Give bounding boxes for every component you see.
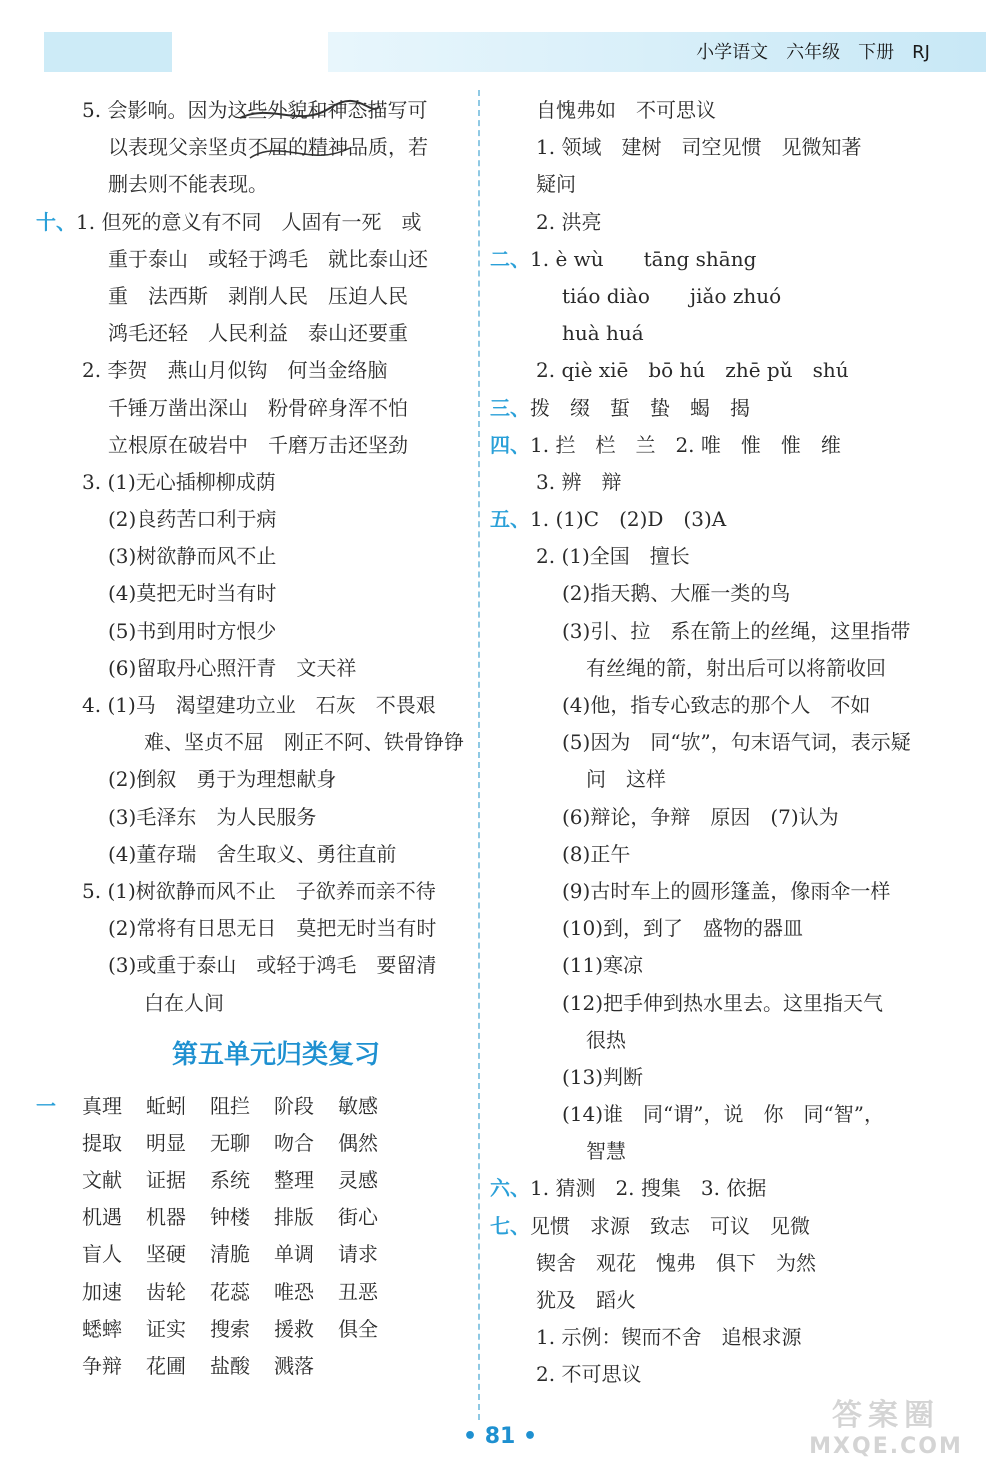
vocab-word: 排版 xyxy=(274,1205,314,1230)
answer-text: 4. (1)马 渴望建功立业 石灰 不畏艰 xyxy=(82,693,436,717)
answer-text: 2. (1)全国 擅长 xyxy=(536,544,690,569)
vocab-word: 证据 xyxy=(146,1168,186,1193)
answer-text: 2. 不可思议 xyxy=(536,1362,642,1387)
vocab-row xyxy=(36,1311,476,1348)
watermark-logo xyxy=(786,1390,986,1459)
right-column xyxy=(490,92,990,1394)
answer-text: 1. 示例：锲而不舍 追根求源 xyxy=(536,1325,802,1350)
vocab-word: 敏感 xyxy=(338,1093,378,1118)
right-answer-line xyxy=(490,836,990,873)
right-answer-line xyxy=(490,650,990,687)
vocab-grid xyxy=(36,1088,476,1386)
vocab-row xyxy=(36,1199,476,1236)
answer-text: 见惯 求源 致志 可议 见微 xyxy=(530,1213,810,1238)
right-answer-line xyxy=(490,613,990,650)
right-answer-line xyxy=(490,1059,990,1096)
answer-text: (5)因为 同“欤”，句末语气词，表示疑 xyxy=(562,730,911,755)
right-answer-line xyxy=(490,427,990,464)
right-answer-line xyxy=(490,910,990,947)
right-answer-line xyxy=(490,166,990,203)
answer-text: 鸿毛还轻 人民利益 泰山还要重 xyxy=(108,321,408,346)
vocab-word: 坚硬 xyxy=(146,1242,186,1267)
answer-text: (8)正午 xyxy=(562,841,631,866)
answer-text: 千锤万凿出深山 粉骨碎身浑不怕 xyxy=(108,395,408,420)
right-answer-line xyxy=(490,687,990,724)
left-answer-line xyxy=(36,575,476,612)
answer-text: (4)莫把无时当有时 xyxy=(108,581,277,606)
left-answer-line xyxy=(36,985,476,1022)
answer-text: 1. 领域 建树 司空见惯 见微知著 xyxy=(536,135,862,160)
vocab-word: 争辩 xyxy=(82,1354,122,1378)
left-answer-line xyxy=(36,315,476,352)
left-answer-line xyxy=(36,836,476,873)
left-answer-line xyxy=(36,278,476,315)
page-number: • 81 • xyxy=(462,1424,538,1449)
vocab-word: 明显 xyxy=(146,1130,186,1155)
answer-text: 1. 拦 栏 兰 2. 唯 惟 惟 维 xyxy=(530,432,841,457)
answer-text: (4)他，指专心致志的那个人 不如 xyxy=(562,693,871,717)
answer-text: (10)到，到了 盛物的器皿 xyxy=(562,916,804,941)
answer-text: 1. 猜测 2. 搜集 3. 依据 xyxy=(530,1176,767,1201)
answer-text: tiáo diào jiǎo zhuó xyxy=(562,283,782,308)
answer-text: (6)辩论，争辩 原因 (7)认为 xyxy=(562,804,839,829)
left-answer-line xyxy=(36,873,476,910)
vocab-word: 阶段 xyxy=(274,1093,314,1118)
question-marker: 十、 xyxy=(36,209,76,234)
vocab-word: 俱全 xyxy=(338,1316,378,1341)
question-marker: 四、 xyxy=(490,432,530,457)
left-column xyxy=(36,92,476,1385)
vocab-word: 盐酸 xyxy=(210,1354,250,1378)
answer-text: (3)引、拉 系在箭上的丝绳，这里指带 xyxy=(562,618,911,643)
answer-text: 3. 辨 辩 xyxy=(536,469,622,494)
answer-text: (12)把手伸到热水里去。这里指天气 xyxy=(562,990,884,1015)
left-answer-line xyxy=(36,352,476,389)
vocab-row xyxy=(36,1125,476,1162)
answer-text: 3. (1)无心插柳柳成荫 xyxy=(82,469,276,494)
answer-text: (2)良药苦口利于病 xyxy=(108,507,277,532)
answer-text: 2. qiè xiē bō hú zhē pǔ shú xyxy=(536,358,849,383)
left-answer-line xyxy=(36,501,476,538)
right-answer-line xyxy=(490,1319,990,1356)
answer-text: 难、坚贞不屈 刚正不阿、铁骨铮铮 xyxy=(144,730,464,755)
left-answer-lines xyxy=(36,92,476,1022)
left-answer-line xyxy=(36,799,476,836)
vocab-word: 钟楼 xyxy=(210,1205,250,1230)
right-answer-line xyxy=(490,799,990,836)
answer-text: (3)毛泽东 为人民服务 xyxy=(108,804,317,829)
answer-text: (3)或重于泰山 或轻于鸿毛 要留清 xyxy=(108,953,437,978)
answer-text: (2)指天鹅、大雁一类的鸟 xyxy=(562,581,791,606)
answer-text: (11)寒凉 xyxy=(562,953,644,978)
right-answer-line xyxy=(490,724,990,761)
vocab-word: 丑恶 xyxy=(338,1279,378,1304)
left-answer-line xyxy=(36,947,476,984)
vocab-word: 援救 xyxy=(274,1316,314,1341)
answer-text: 锲舍 观花 愧弗 俱下 为然 xyxy=(536,1250,816,1275)
vocab-word: 齿轮 xyxy=(146,1279,186,1304)
answer-text: 立根原在破岩中 千磨万击还坚劲 xyxy=(108,432,408,457)
left-answer-line xyxy=(36,464,476,501)
right-answer-line xyxy=(490,129,990,166)
vocab-word: 无聊 xyxy=(210,1130,250,1155)
vocab-word: 证实 xyxy=(146,1316,186,1341)
header-title: 小学语文 六年级 下册 RJ xyxy=(696,42,930,63)
right-answer-line xyxy=(490,1133,990,1170)
handwriting-scribble xyxy=(230,98,390,188)
question-marker: 一 xyxy=(36,1093,56,1118)
vocab-word: 偶然 xyxy=(338,1130,378,1155)
answer-text: 拨 缀 蜇 蛰 蝎 揭 xyxy=(530,395,750,420)
vocab-word: 提取 xyxy=(82,1130,122,1155)
question-marker: 三、 xyxy=(490,395,530,420)
left-answer-line xyxy=(36,724,476,761)
question-marker: 二、 xyxy=(490,246,530,271)
right-answer-line xyxy=(490,278,990,315)
answer-text: 以表现父亲坚贞不屈的精神品质，若 xyxy=(108,135,428,160)
answer-text: (3)树欲静而风不止 xyxy=(108,544,277,569)
left-answer-line xyxy=(36,761,476,798)
right-answer-line xyxy=(490,352,990,389)
question-marker: 五、 xyxy=(490,507,530,532)
answer-text: 有丝绳的箭，射出后可以将箭收回 xyxy=(586,655,886,680)
vocab-row xyxy=(36,1088,476,1125)
answer-text: 2. 李贺 燕山月似钩 何当金络脑 xyxy=(82,358,388,383)
watermark-top: 答案圈 xyxy=(832,1398,940,1433)
vocab-word: 阻拦 xyxy=(210,1093,250,1118)
vocab-word: 花圃 xyxy=(146,1354,186,1378)
answer-text: 问 这样 xyxy=(586,767,666,792)
right-answer-line xyxy=(490,1170,990,1207)
answer-text: (4)董存瑞 舍生取义、勇往直前 xyxy=(108,841,397,866)
question-marker: 六、 xyxy=(490,1176,530,1201)
right-answer-line xyxy=(490,1356,990,1393)
answer-text: 白在人间 xyxy=(144,990,224,1015)
vocab-word: 街心 xyxy=(338,1205,378,1230)
answer-text: (5)书到用时方恨少 xyxy=(108,618,277,643)
vocab-word: 盲人 xyxy=(82,1242,122,1267)
vocab-row xyxy=(36,1348,476,1385)
answer-text: 删去则不能表现。 xyxy=(108,172,268,197)
vocab-row xyxy=(36,1274,476,1311)
question-marker: 七、 xyxy=(490,1213,530,1238)
right-answer-line xyxy=(490,204,990,241)
left-answer-line xyxy=(36,613,476,650)
vocab-word: 整理 xyxy=(274,1168,314,1193)
answer-text: 重 法西斯 剥削人民 压迫人民 xyxy=(108,283,408,308)
right-answer-lines xyxy=(490,92,990,1394)
right-answer-line xyxy=(490,1096,990,1133)
vocab-word: 搜索 xyxy=(210,1316,250,1341)
vocab-word: 蚯蚓 xyxy=(146,1093,186,1118)
vocab-word: 溅落 xyxy=(274,1354,314,1378)
vocab-row xyxy=(36,1162,476,1199)
answer-text: 智慧 xyxy=(586,1139,626,1164)
right-answer-line xyxy=(490,1022,990,1059)
vocab-word: 单调 xyxy=(274,1242,314,1267)
vocab-word: 系统 xyxy=(210,1168,250,1193)
left-answer-line xyxy=(36,910,476,947)
right-answer-line xyxy=(490,538,990,575)
vocab-word: 真理 xyxy=(82,1093,122,1118)
left-answer-line xyxy=(36,538,476,575)
answer-text: 1. 但死的意义有不同 人固有一死 或 xyxy=(76,209,422,234)
answer-text: 5. 会影响。因为这些外貌和神态描写可 xyxy=(82,98,428,122)
vocab-word: 蟋蟀 xyxy=(82,1316,122,1341)
answer-text: 5. (1)树欲静而风不止 子欲养而亲不待 xyxy=(82,878,436,903)
right-answer-line xyxy=(490,241,990,278)
answer-text: 很热 xyxy=(586,1027,626,1052)
right-answer-line xyxy=(490,501,990,538)
left-answer-line xyxy=(36,241,476,278)
answer-text: (6)留取丹心照汗青 文天祥 xyxy=(108,655,357,680)
answer-text: (9)古时车上的圆形篷盖，像雨伞一样 xyxy=(562,878,891,903)
answer-text: 疑问 xyxy=(536,172,576,197)
right-answer-line xyxy=(490,92,990,129)
right-answer-line xyxy=(490,761,990,798)
left-answer-line xyxy=(36,427,476,464)
answer-text: (2)倒叙 勇于为理想献身 xyxy=(108,767,337,792)
right-answer-line xyxy=(490,315,990,352)
answer-text: 犹及 蹈火 xyxy=(536,1288,636,1312)
answer-text: (14)谁 同“谓”，说 你 同“智”， xyxy=(562,1102,884,1127)
watermark-bottom: MXQE.COM xyxy=(809,1434,963,1459)
answer-text: 1. è wù tāng shāng xyxy=(530,246,757,271)
answer-text: (2)常将有日思无日 莫把无时当有时 xyxy=(108,916,437,941)
vocab-word: 机遇 xyxy=(82,1205,122,1230)
vocab-word: 吻合 xyxy=(274,1130,314,1155)
right-answer-line xyxy=(490,1282,990,1319)
answer-text: 1. (1)C (2)D (3)A xyxy=(530,507,727,532)
answer-text: 自愧弗如 不可思议 xyxy=(536,98,716,122)
vocab-word: 花蕊 xyxy=(210,1279,250,1304)
header-band-left xyxy=(44,32,172,72)
right-answer-line xyxy=(490,873,990,910)
vocab-word: 灵感 xyxy=(338,1168,378,1193)
left-answer-line xyxy=(36,650,476,687)
right-answer-line xyxy=(490,947,990,984)
answer-text: (13)判断 xyxy=(562,1064,644,1089)
column-divider xyxy=(478,90,480,1420)
answer-text: huà huá xyxy=(562,321,644,346)
answer-text: 2. 洪亮 xyxy=(536,209,602,234)
right-answer-line xyxy=(490,1208,990,1245)
right-answer-line xyxy=(490,390,990,427)
right-answer-line xyxy=(490,464,990,501)
left-answer-line xyxy=(36,687,476,724)
vocab-row xyxy=(36,1236,476,1273)
vocab-word: 唯恐 xyxy=(274,1279,314,1304)
left-answer-line xyxy=(36,390,476,427)
right-answer-line xyxy=(490,1245,990,1282)
right-answer-line xyxy=(490,985,990,1022)
answer-text: 重于泰山 或轻于鸿毛 就比泰山还 xyxy=(108,246,428,271)
vocab-word: 加速 xyxy=(82,1279,122,1304)
section-title: 第五单元归类复习 xyxy=(171,1039,380,1070)
vocab-word: 请求 xyxy=(338,1242,378,1267)
right-answer-line xyxy=(490,575,990,612)
left-answer-line xyxy=(36,204,476,241)
vocab-word: 清脆 xyxy=(210,1242,250,1267)
vocab-word: 机器 xyxy=(146,1205,186,1230)
vocab-word: 文献 xyxy=(82,1168,122,1193)
